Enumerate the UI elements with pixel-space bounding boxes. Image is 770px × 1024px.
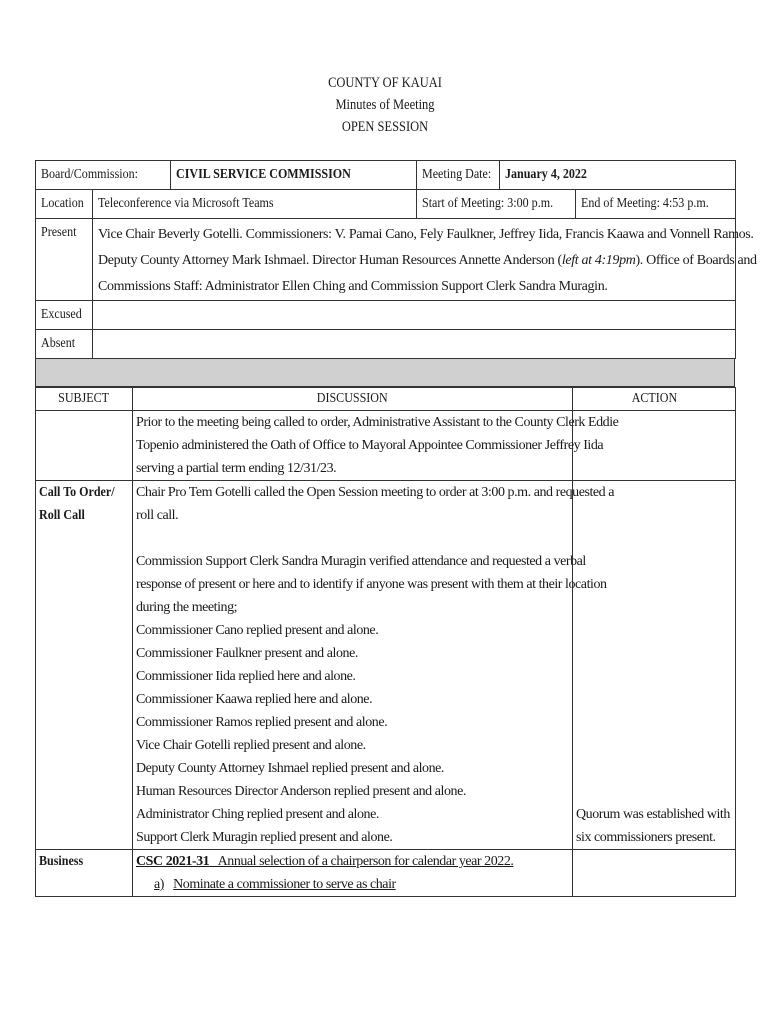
excused-value-cell — [93, 301, 736, 330]
business-item-code: CSC 2021-31 — [136, 854, 210, 869]
present-line-3: Commissions Staff: Administrator Ellen Ching and Commission Support Clerk Sandra Muragin. — [98, 279, 608, 294]
roll-line-4: Commissioner Kaawa replied here and alone. — [136, 692, 373, 707]
session-title: OPEN SESSION — [341, 119, 429, 135]
location-label: Location — [41, 196, 84, 211]
start-time: Start of Meeting: 3:00 p.m. — [422, 196, 554, 211]
present-label: Present — [41, 225, 77, 240]
absent-label-cell — [36, 330, 93, 359]
start-time-cell — [417, 190, 576, 219]
date-label: Meeting Date: — [422, 167, 492, 182]
pre-meeting-line-3: serving a partial term ending 12/31/23. — [136, 461, 337, 476]
call-para2-line-1: Commission Support Clerk Sandra Muragin verified attendance and requested a verbal — [136, 554, 586, 569]
document-header — [54, 72, 716, 138]
excused-label-cell — [36, 301, 93, 330]
board-value-cell — [171, 161, 417, 190]
date-label-cell — [417, 161, 500, 190]
end-time: End of Meeting: 4:53 p.m. — [581, 196, 709, 211]
roll-line-10: Support Clerk Muragin replied present and alone. — [136, 830, 393, 845]
roll-line-1: Commissioner Cano replied present and alone. — [136, 623, 379, 638]
board-value: CIVIL SERVICE COMMISSION — [176, 167, 351, 182]
present-value-cell — [93, 219, 757, 301]
call-to-order-subject-1: Call To Order/ — [39, 485, 115, 500]
board-label-cell — [36, 161, 171, 190]
absent-label: Absent — [41, 336, 76, 351]
section-divider — [35, 359, 735, 387]
call-to-order-action-cell — [573, 481, 736, 850]
quorum-line-1: Quorum was established with — [576, 807, 730, 822]
present-line-1: Vice Chair Beverly Gotelli. Commissioners: V. Pamai Cano, Fely Faulkner, Jeffrey Iida, Francis Kaawa and Vonnell Ramos. — [98, 227, 754, 242]
meeting-info-table — [35, 160, 757, 359]
roll-line-2: Commissioner Faulkner present and alone. — [136, 646, 358, 661]
pre-meeting-line-1: Prior to the meeting being called to order, Administrative Assistant to the County Clerk Eddie — [136, 415, 619, 430]
roll-line-6: Vice Chair Gotelli replied present and alone. — [136, 738, 366, 753]
call-para1-line-2: roll call. — [136, 508, 179, 523]
business-subitem-text: Nominate a commissioner to serve as chair — [173, 877, 396, 892]
discussion-header: DISCUSSION — [133, 388, 573, 411]
county-title: COUNTY OF KAUAI — [328, 75, 442, 91]
pre-meeting-line-2: Topenio administered the Oath of Office to Mayoral Appointee Commissioner Jeffrey Iida — [136, 438, 604, 453]
call-to-order-subject-2: Roll Call — [39, 508, 85, 523]
business-subject: Business — [39, 854, 84, 869]
end-time-cell — [576, 190, 736, 219]
call-to-order-discussion-cell — [133, 481, 615, 850]
call-para2-line-2: response of present or here and to identify if anyone was present with them at their location — [136, 577, 607, 592]
pre-meeting-subject-cell — [36, 411, 133, 481]
present-label-cell — [36, 219, 93, 301]
location-value: Teleconference via Microsoft Teams — [98, 196, 274, 211]
location-value-cell — [93, 190, 417, 219]
absent-value-cell — [93, 330, 736, 359]
roll-line-7: Deputy County Attorney Ishmael replied present and alone. — [136, 761, 444, 776]
business-subitem-marker: a) — [154, 877, 164, 892]
minutes-title: Minutes of Meeting — [335, 97, 435, 113]
roll-line-8: Human Resources Director Anderson replied present and alone. — [136, 784, 466, 799]
call-para2-line-3: during the meeting; — [136, 600, 238, 615]
roll-line-9: Administrator Ching replied present and alone. — [136, 807, 379, 822]
business-item-line — [136, 850, 569, 873]
roll-line-3: Commissioner Iida replied here and alone. — [136, 669, 356, 684]
quorum-line-2: six commissioners present. — [576, 830, 716, 845]
board-label: Board/Commission: — [41, 167, 139, 182]
roll-line-5: Commissioner Ramos replied present and alone. — [136, 715, 388, 730]
date-value: January 4, 2022 — [505, 167, 587, 182]
call-para1-line-1: Chair Pro Tem Gotelli called the Open Session meeting to order at 3:00 p.m. and requested a — [136, 485, 615, 500]
subject-header: SUBJECT — [36, 388, 133, 411]
present-line-2: Deputy County Attorney Mark Ishmael. Director Human Resources Annette Anderson (left at 4:19pm). Office of Boards and — [98, 253, 757, 268]
location-label-cell — [36, 190, 93, 219]
business-action-cell — [573, 850, 736, 897]
action-header: ACTION — [573, 388, 736, 411]
date-value-cell — [500, 161, 736, 190]
business-subitem-line — [136, 873, 569, 896]
minutes-table — [35, 387, 736, 897]
business-discussion-cell — [133, 850, 573, 897]
excused-label: Excused — [41, 307, 82, 322]
business-item-text: Annual selection of a chairperson for calendar year 2022. — [209, 854, 514, 869]
business-subject-cell — [36, 850, 133, 897]
call-to-order-subject-cell — [36, 481, 133, 850]
pre-meeting-discussion-cell — [133, 411, 619, 481]
